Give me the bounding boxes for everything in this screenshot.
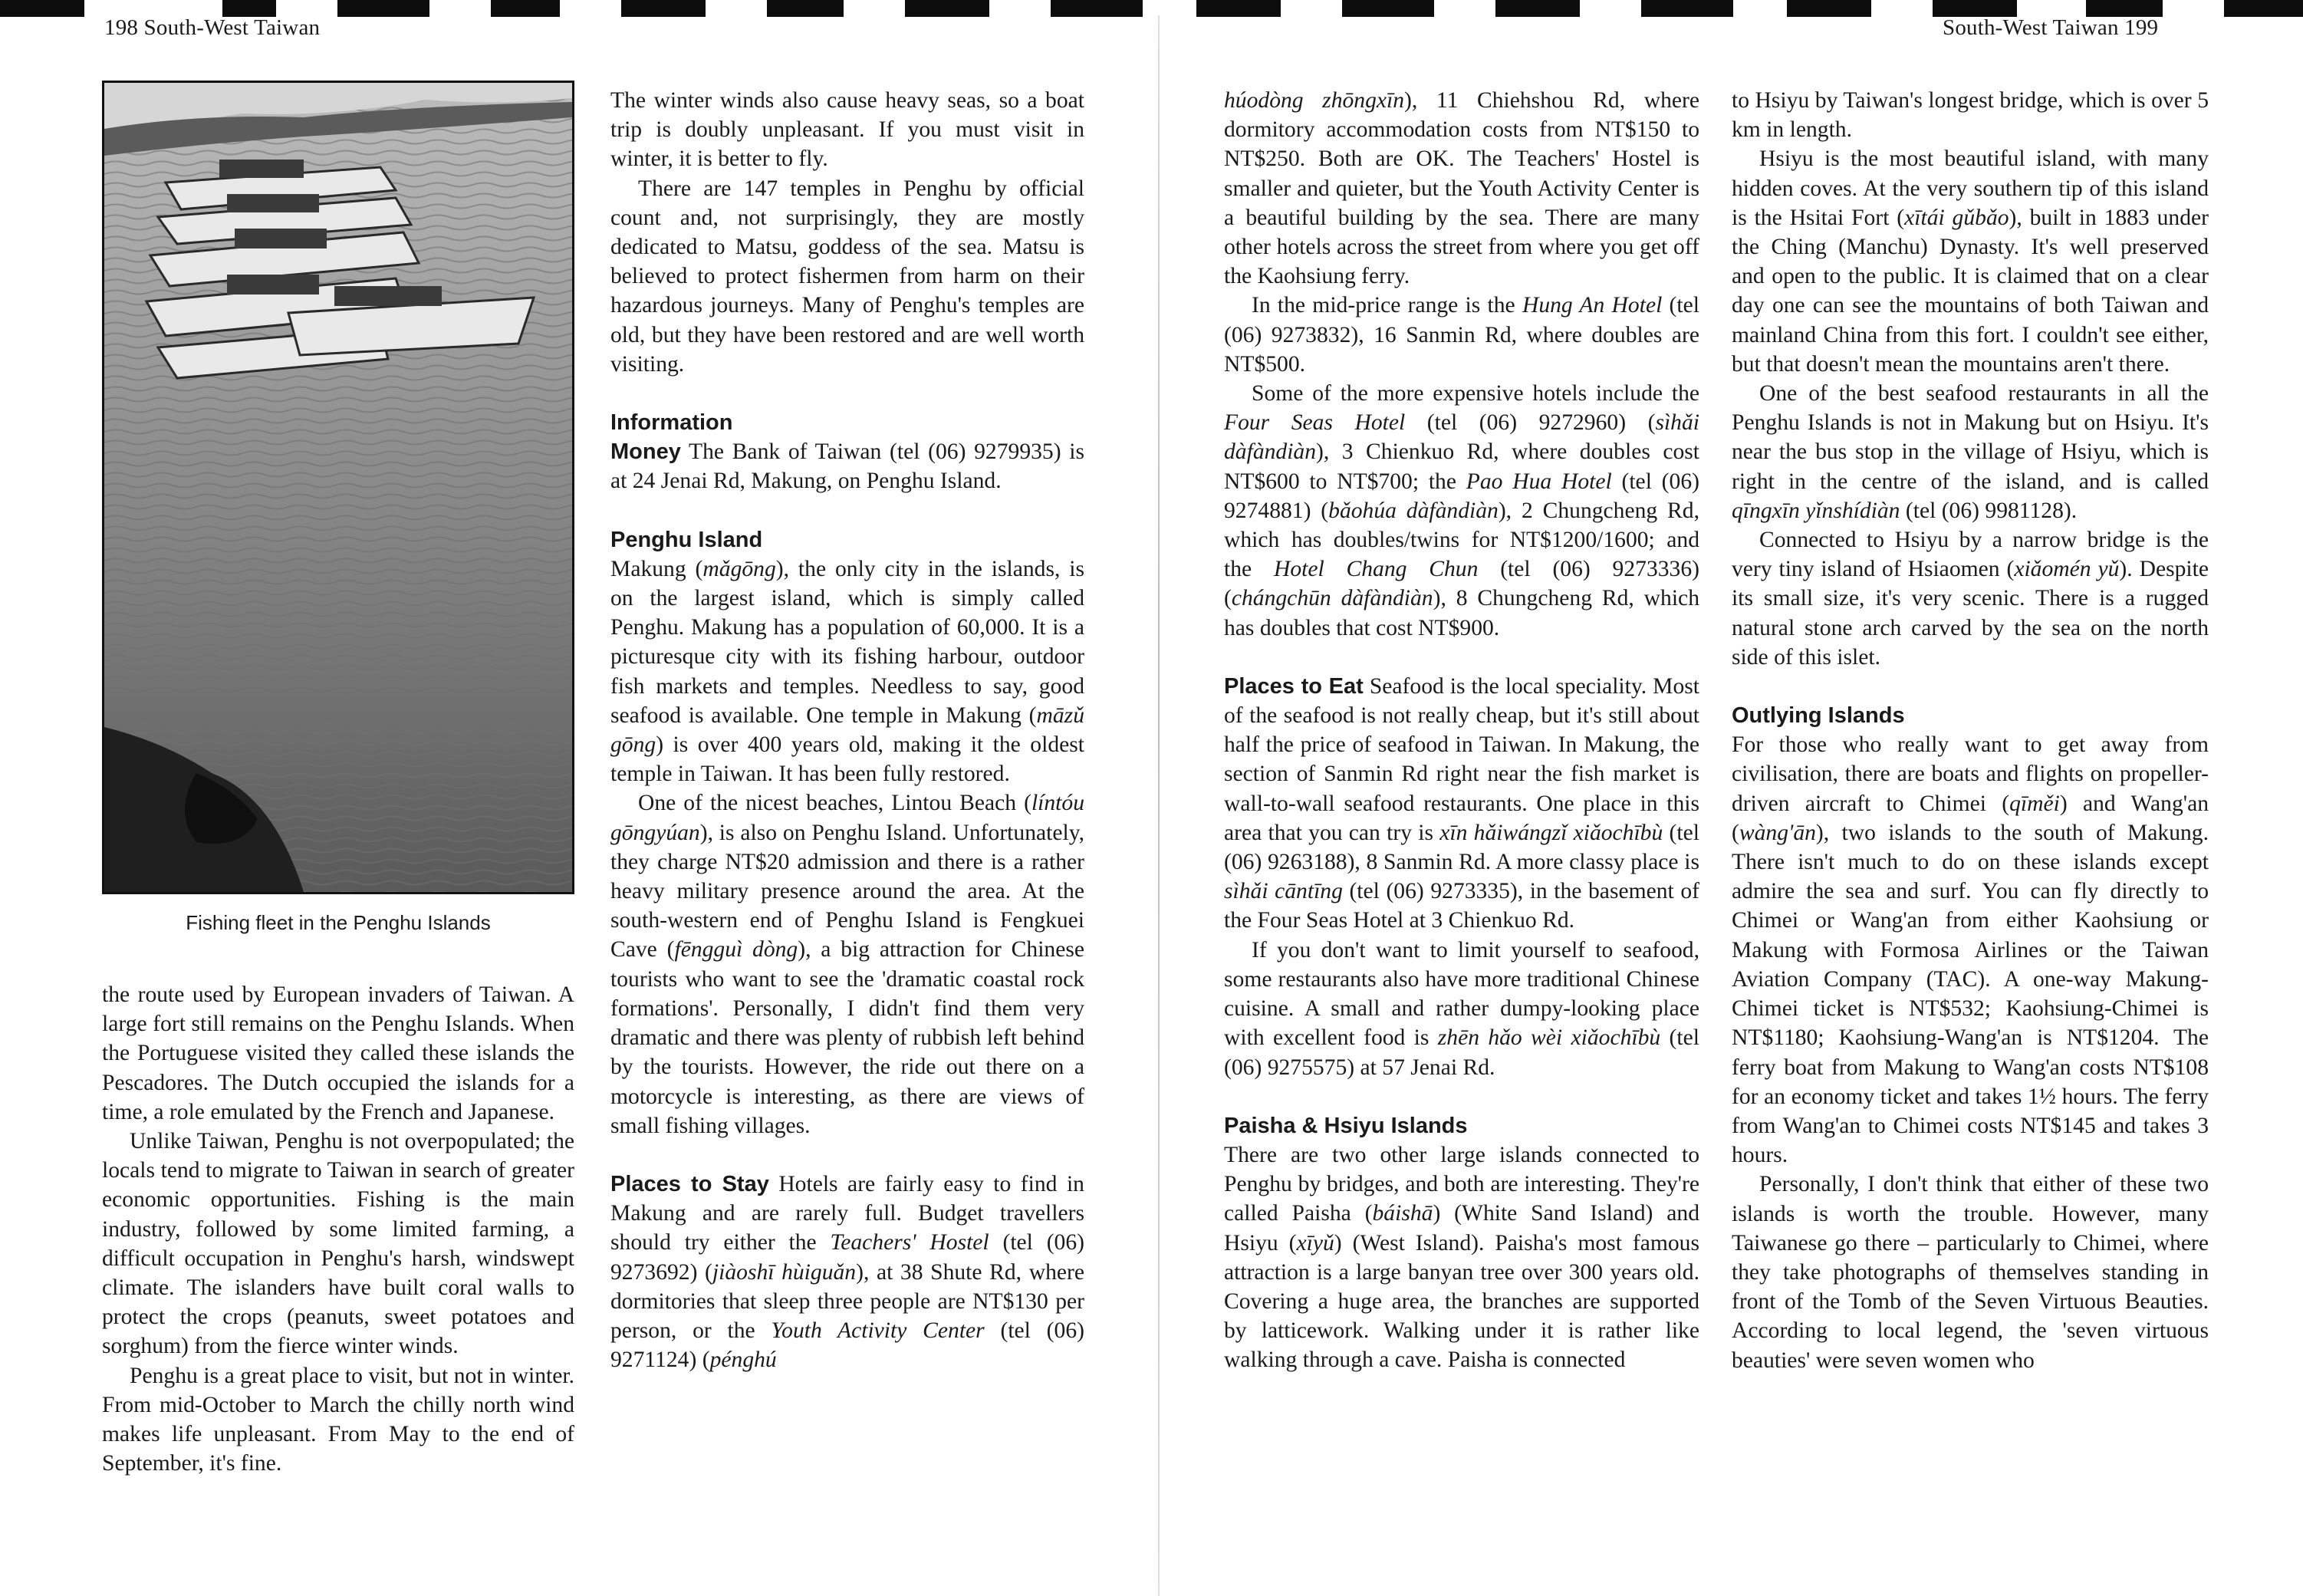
photo-illustration — [104, 83, 572, 892]
hotel-name: Hotel Chang Chun — [1273, 557, 1479, 582]
right-column-2 — [1732, 86, 2209, 1375]
pinyin: qīměi — [2009, 791, 2060, 816]
text: ), 8 Chungcheng Rd, which has doubles that cost NT$900. — [1224, 586, 1699, 640]
paragraph — [1732, 144, 2209, 379]
paragraph — [1224, 672, 1699, 936]
run-in-heading-places-to-stay: Places to Stay — [610, 1171, 769, 1196]
spiral-binding — [0, 0, 2303, 17]
pinyin: zhēn hǎo wèi xiǎochībù — [1437, 1025, 1661, 1051]
text: In the mid-price range is the — [1252, 293, 1522, 318]
text: (tel (06) 9273832), 16 Sanmin Rd, where doubles are NT$500. — [1224, 293, 1699, 377]
left-column-1 — [102, 980, 574, 1478]
text: (tel (06) 9273336) ( — [1224, 557, 1699, 611]
text: ), is also on Penghu Island. Unfortunately, they charge NT$20 admission and there is a rather heavy military presence around the area. At the south-western end of Penghu Island is Fengkuei Cave ( — [610, 820, 1084, 963]
text: ) is over 400 years old, making it the oldest temple in Taiwan. It has been fully restored. — [610, 732, 1084, 787]
pinyin: xiǎomén yǔ — [2014, 557, 2120, 582]
paragraph: Unlike Taiwan, Penghu is not overpopulated; the locals tend to migrate to Taiwan in search of greater economic opportunities. Fishing is the main industry, followed by some limited farming, a difficult occupation in Penghu's harsh, windswept climate. The islanders have built coral walls to protect the crops (peanuts, sweet potatoes and sorghum) from the fierce winter winds. — [102, 1129, 574, 1359]
text: (tel (06) 9981128). — [1900, 498, 2078, 523]
text: ), a big attraction for Chinese tourists who want to see the 'dramatic coastal rock formations'. Personally, I didn't find them very dramatic and there was plenty of rubbish left behind by the tourists. However, the ride out there on a motorcycle is interesting, as there are views of small fishing villages. — [610, 937, 1085, 1138]
pinyin: pénghú — [709, 1348, 777, 1373]
pinyin: xīyǔ — [1296, 1230, 1334, 1255]
hotel-name: Hung An Hotel — [1522, 293, 1663, 318]
paragraph — [1224, 291, 1699, 379]
text: Connected to Hsiyu by a narrow bridge is the very tiny island of Hsiaomen ( — [1732, 528, 2209, 582]
section-heading-information: Information — [610, 410, 733, 436]
section-heading-paisha-hsiyu: Paisha & Hsiyu Islands — [1224, 1113, 1468, 1138]
section-heading-penghu-island: Penghu Island — [610, 527, 763, 552]
text: ) (White Sand Island) and Hsiyu ( — [1224, 1201, 1699, 1255]
text: (tel (06) 9274881) ( — [1224, 469, 1699, 523]
hotel-name: Teachers' Hostel — [830, 1230, 989, 1255]
text: ). Despite its small size, it's very scenic. There is a rugged natural stone arch carved by the sea on the north side of this islet. — [1732, 557, 2209, 670]
text: For those who really want to get away from civilisation, there are boats and flights on propeller-driven aircraft to Chimei ( — [1732, 732, 2209, 816]
pinyin: jiàoshī hùiguǎn — [712, 1259, 857, 1285]
text: ), 11 Chiehshou Rd, where dormitory accommodation costs from NT$150 to NT$250. Both are OK. The Teachers' Hostel is smaller and quieter, but the Youth Activity Center is a beautiful building by the sea. There are many other hotels across the street from where you get off the Kaohsiung ferry. — [1224, 88, 1700, 289]
pinyin: líntóu gōngyúan — [610, 791, 1084, 845]
paragraph — [610, 437, 1084, 495]
text: ) (West Island). Paisha's most famous attraction is a large banyan tree over 300 years old. Covering a huge area, the branches are supported by latticework. Walking under it is rather like walking through a cave. Paisha is connected — [1224, 1230, 1699, 1373]
fishing-fleet-photo — [102, 81, 574, 894]
paragraph: the route used by European invaders of Taiwan. A large fort still remains on the Penghu Islands. When the Portuguese visited they called these islands the Pescadores. The Dutch occupied the islands for a time, a role emulated by the French and Japanese. — [102, 982, 574, 1124]
text: ), the only city in the islands, is on the largest island, which is simply called Penghu. Makung has a population of 60,000. It is a picturesque city with its fishing harbour, outdoor fish markets and temples. Needless to say, good seafood is available. One temple in Makung ( — [610, 556, 1085, 728]
paragraph — [1224, 1140, 1699, 1375]
text: ) and Wang'an ( — [1732, 791, 2209, 845]
text: The Bank of Taiwan (tel (06) 9279935) is at 24 Jenai Rd, Makung, on Penghu Island. — [610, 439, 1084, 494]
paragraph — [1732, 730, 2209, 1170]
paragraph — [1224, 379, 1699, 643]
pinyin: mǎgōng — [702, 556, 776, 581]
run-in-heading-places-to-eat: Places to Eat — [1224, 673, 1364, 699]
text: (tel (06) 9263188), 8 Sanmin Rd. A more classy place is — [1224, 820, 1699, 875]
text: (tel (06) 9273692) ( — [610, 1230, 1084, 1285]
pinyin: fēngguì dòng — [674, 937, 798, 963]
text: Hsiyu is the most beautiful island, with many hidden coves. At the very southern tip of this island is the Hsitai Fort ( — [1732, 146, 2209, 230]
page-fold — [1158, 15, 1160, 1596]
text: (tel (06) 9273335), in the basement of the Four Seas Hotel at 3 Chienkuo Rd. — [1224, 879, 1699, 933]
pinyin: sìhǎi dàfàndiàn — [1224, 410, 1699, 465]
paragraph: Penghu is a great place to visit, but not in winter. From mid-October to March the chilly north wind makes life unpleasant. From May to the end of September, it's fine. — [102, 1363, 574, 1476]
photo-caption: Fishing fleet in the Penghu Islands — [186, 911, 491, 934]
paragraph: to Hsiyu by Taiwan's longest bridge, which is over 5 km in length. — [1732, 88, 2209, 143]
right-column-1 — [1224, 86, 1699, 1375]
hotel-name: Four Seas Hotel — [1224, 410, 1406, 436]
hotel-name: Youth Activity Center — [771, 1318, 985, 1343]
paragraph — [1732, 379, 2209, 525]
run-in-heading-money: Money — [610, 439, 681, 465]
pinyin: bǎohúa dàfàndiàn — [1328, 498, 1499, 523]
text: Seafood is the local speciality. Most of the seafood is not really cheap, but it's still about half the price of seafood in Taiwan. In Makung, the section of Sanmin Rd right near the fish market is wall-to-wall seafood restaurants. One place in this area that you can try is — [1224, 673, 1700, 845]
text: Some of the more expensive hotels include the — [1252, 381, 1699, 406]
paragraph — [1224, 86, 1699, 291]
paragraph — [610, 1170, 1084, 1374]
text: ), built in 1883 under the Ching (Manchu) Dynasty. It's well preserved and open to the public. It is claimed that on a clear day one can see the mountains of both Taiwan and mainland China from this fort. I couldn't see either, but that doesn't mean the mountains aren't there. — [1732, 205, 2209, 377]
text: Hotels are fairly easy to find in Makung and are rarely full. Budget travellers should try either the — [610, 1171, 1084, 1255]
paragraph — [1224, 936, 1699, 1082]
pinyin: báishā — [1372, 1201, 1433, 1226]
pinyin: qīngxīn yǐnshídiàn — [1732, 498, 1900, 523]
text: If you don't want to limit yourself to seafood, some restaurants also have more traditional Chinese cuisine. A small and rather dumpy-looking place with excellent food is — [1224, 937, 1699, 1051]
paragraph: The winter winds also cause heavy seas, so a boat trip is doubly unpleasant. If you must visit in winter, it is better to fly. — [610, 88, 1084, 172]
text: (tel (06) 9271124) ( — [610, 1318, 1084, 1373]
pinyin: chángchūn dàfàndiàn — [1231, 586, 1433, 611]
pinyin: xīn hǎiwángzǐ xiǎochībù — [1439, 820, 1663, 845]
text: ), 2 Chungcheng Rd, which has doubles/twins for NT$1200/1600; and the — [1224, 498, 1699, 582]
pinyin: māzǔ gōng — [610, 703, 1084, 758]
paragraph — [610, 788, 1084, 1140]
text: ), 3 Chienkuo Rd, where doubles cost NT$600 to NT$700; the — [1224, 439, 1699, 494]
paragraph — [610, 554, 1084, 789]
left-column-2 — [610, 86, 1084, 1374]
right-page-header: South-West Taiwan 199 — [1943, 15, 2159, 40]
text: Makung ( — [610, 556, 703, 581]
section-heading-outlying-islands: Outlying Islands — [1732, 703, 1905, 729]
hotel-name: Pao Hua Hotel — [1466, 469, 1612, 494]
text: There are two other large islands connected to Penghu by bridges, and both are interesting. They're called Paisha ( — [1224, 1142, 1699, 1226]
text: One of the best seafood restaurants in all the Penghu Islands is not in Makung but on Hsiyu. It's near the bus stop in the village of Hsiyu, which is right in the centre of the island, and is called — [1732, 381, 2209, 494]
pinyin: xītái gǔbǎo — [1904, 205, 2009, 230]
paragraph: There are 147 temples in Penghu by official count and, not surprisingly, they are mostly dedicated to Matsu, goddess of the sea. Matsu is believed to protect fishermen from harm on their hazardous journeys. Many of Penghu's temples are old, but they have been restored and are well worth visiting. — [610, 176, 1084, 377]
paragraph: Personally, I don't think that either of these two islands is worth the trouble. However, many Taiwanese go there – particularly to Chimei, where they take photographs of themselves standing in front of the Tomb of the Seven Virtuous Beauties. According to local legend, the 'seven virtuous beauties' were seven women who — [1732, 1172, 2209, 1373]
text: (tel (06) 9275575) at 57 Jenai Rd. — [1224, 1025, 1699, 1080]
text: ), two islands to the south of Makung. There isn't much to do on these islands except admire the sea and surf. You can fly directly to Chimei or Wang'an from either Kaohsiung or Makung with Formosa Airlines or the Taiwan Aviation Company (TAC). A one-way Makung-Chimei ticket is NT$532; Kaohsiung-Chimei is NT$1180; Kaohsiung-Wang'an is NT$1204. The ferry boat from Makung to Wang'an costs NT$108 for an economy ticket and takes 1½ hours. The ferry from Wang'an to Chimei costs NT$145 and takes 3 hours. — [1732, 820, 2209, 1168]
pinyin: sìhǎi cāntīng — [1224, 879, 1343, 904]
pinyin: wàng'ān — [1739, 820, 1816, 845]
pinyin: húodòng zhōngxīn — [1224, 88, 1405, 113]
paragraph — [1732, 525, 2209, 672]
text: (tel (06) 9272960) ( — [1405, 410, 1656, 436]
text: One of the nicest beaches, Lintou Beach ( — [638, 791, 1031, 816]
left-page-header: 198 South-West Taiwan — [104, 15, 321, 40]
text: ), at 38 Shute Rd, where dormitories that sleep three people are NT$130 per person, or the — [610, 1259, 1084, 1343]
